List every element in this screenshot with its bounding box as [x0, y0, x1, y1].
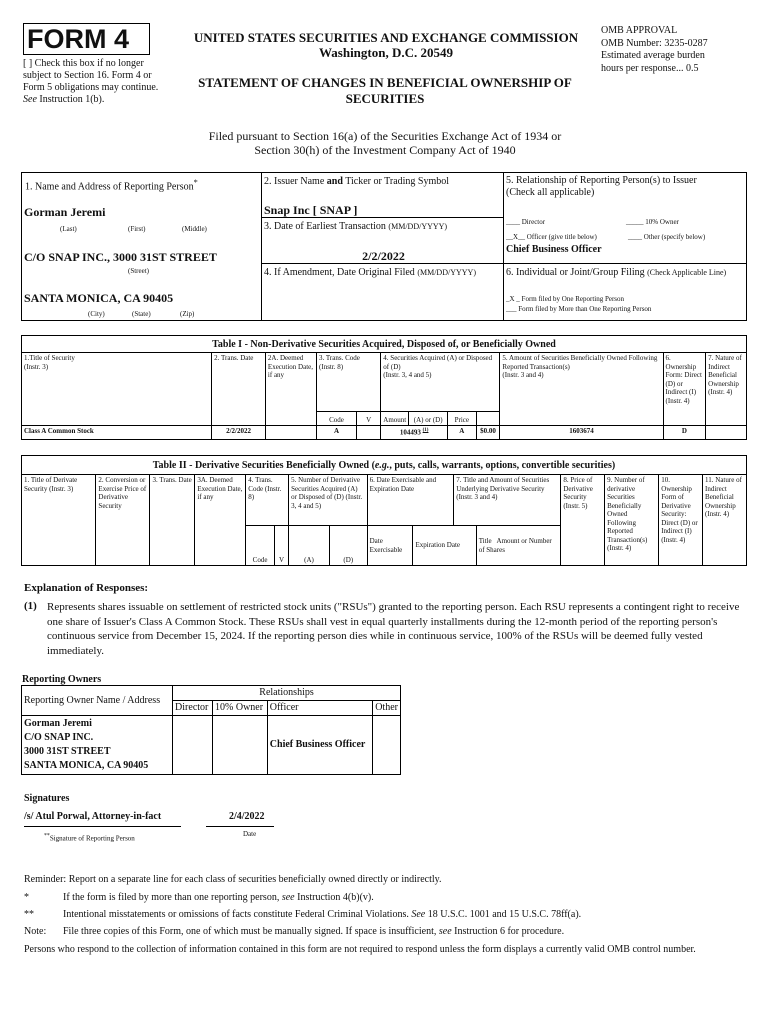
- t2-sub-d: (D): [329, 526, 367, 566]
- form-title: FORM 4: [27, 24, 130, 54]
- officer-checkbox[interactable]: __X__ Officer (give title below): [506, 233, 597, 241]
- t2-sub-exp: Expiration Date: [413, 526, 476, 566]
- omb-notice: Persons who respond to the collection of information contained in this form are not required to respond unless the form displays a currently valid OMB control number.: [24, 944, 696, 955]
- owners-heading: Reporting Owners: [22, 674, 102, 685]
- footer-note-label: Note:: [24, 926, 47, 937]
- footnote-link[interactable]: (1): [422, 428, 429, 433]
- middle-label: (Middle): [182, 225, 207, 233]
- state-label: (State): [132, 310, 151, 318]
- issuer-value: Snap Inc [ SNAP ]: [264, 203, 358, 217]
- owner-address: Gorman Jeremi C/O SNAP INC. 3000 31ST STREET SANTA MONICA, CA 90405: [22, 716, 173, 775]
- t1-sub-code: Code: [317, 412, 357, 426]
- t1-row-ad: A: [448, 426, 477, 440]
- table1-title: Table I - Non-Derivative Securities Acquired, Disposed of, or Beneficially Owned: [212, 339, 556, 350]
- t1-h3: 3. Trans. Code (Instr. 8): [317, 353, 381, 412]
- t2-h7: 7. Title and Amount of Securities Underlying Derivative Security (Instr. 3 and 4): [454, 475, 561, 526]
- street-label: (Street): [128, 267, 149, 275]
- other-checkbox[interactable]: ____ Other (specify below): [628, 233, 706, 241]
- date-label: Date: [243, 830, 257, 838]
- owners-col-other: Other: [373, 701, 401, 716]
- t2-h3a: 3A. Deemed Execution Date, if any: [195, 475, 246, 566]
- amendment-label: 4. If Amendment, Date Original Filed (MM/DD/YYYY): [264, 267, 476, 278]
- t2-h10: 10. Ownership Form of Derivative Security: Direct (D) or Indirect (I) (Instr. 4): [659, 475, 703, 566]
- director-checkbox[interactable]: ____ Director: [506, 218, 546, 226]
- t1-sub-price: Price: [448, 412, 477, 426]
- more-person-checkbox[interactable]: ___ Form filed by More than One Reporting Person: [506, 305, 652, 313]
- issuer-label: 2. Issuer Name and Ticker or Trading Symbol: [264, 176, 450, 187]
- explanation-heading: Explanation of Responses:: [24, 582, 149, 594]
- t1-row-price: $0.00: [476, 426, 500, 440]
- ten-pct-checkbox[interactable]: _____ 10% Owner: [626, 218, 679, 226]
- table-row: [22, 716, 401, 775]
- t1-sub-v: V: [357, 412, 381, 426]
- first-label: (First): [128, 225, 146, 233]
- t2-h6: 6. Date Exercisable and Expiration Date: [367, 475, 454, 526]
- officer-title: Chief Business Officer: [506, 244, 602, 255]
- earliest-date-label: 3. Date of Earliest Transaction (MM/DD/YYYY): [264, 221, 448, 232]
- t1-row-owned: 1603674: [500, 426, 663, 440]
- t2-sub-date-ex: Date Exercisable: [367, 526, 413, 566]
- date-line: [206, 826, 274, 827]
- reminder: Reminder: Report on a separate line for each class of securities beneficially owned directly or indirectly.: [24, 874, 442, 885]
- signatures-heading: Signatures: [24, 793, 70, 804]
- table-row: [22, 426, 747, 440]
- t2-h3: 3. Trans. Date: [150, 475, 195, 566]
- t1-h6: 6. Ownership Form: Direct (D) or Indirect (I) (Instr. 4): [663, 353, 706, 426]
- t2-sub-a: (A): [289, 526, 330, 566]
- footer-note1: If the form is filed by more than one reporting person, see Instruction 4(b)(v).: [63, 892, 374, 903]
- filed-pursuant: Filed pursuant to Section 16(a) of the Securities Exchange Act of 1934 or Section 30(h) of the Investment Company Act of 1940: [208, 129, 562, 157]
- reporting-person-name: Gorman Jeremi: [24, 205, 106, 219]
- table1: [21, 352, 747, 440]
- t2-sub-amount: Title Amount or Number of Shares: [476, 526, 561, 566]
- owners-col-rel: Relationships: [173, 686, 401, 701]
- table2-title-box: [21, 455, 747, 475]
- t1-row-form: D: [663, 426, 706, 440]
- t1-row-title: Class A Common Stock: [22, 426, 212, 440]
- earliest-date-value: 2/2/2022: [362, 249, 405, 263]
- footnote-text: Represents shares issuable on settlement of restricted stock units ("RSUs") granted to the reporting person. Each RSU represents a contingent right to receive one share of Issuer's Class A Common Stock. These RSUs shall vest in equal quarterly installments during the 12-month period of the reporting person's continuous service from December 15, 2024. If the reporting person dies while in continuous service, 100% of the RSUs will be deemed fully vested immediately.: [47, 601, 740, 657]
- owners-table: [21, 685, 401, 775]
- signature-label: **Signature of Reporting Person: [44, 833, 135, 843]
- t1-row-date: 2/2/2022: [212, 426, 266, 440]
- t2-h8: 8. Price of Derivative Security (Instr. 5): [561, 475, 605, 566]
- statement-title: STATEMENT OF CHANGES IN BENEFICIAL OWNERSHIP OF SECURITIES: [198, 75, 572, 106]
- owners-col-ten: 10% Owner: [213, 701, 268, 716]
- relationship-label: 5. Relationship of Reporting Person(s) to Issuer (Check all applicable): [506, 175, 697, 198]
- owners-col-officer: Officer: [267, 701, 372, 716]
- agency-name: UNITED STATES SECURITIES AND EXCHANGE COMMISSION Washington, D.C. 20549: [193, 30, 579, 60]
- amendment-box: [261, 263, 504, 321]
- table1-title-box: [21, 335, 747, 353]
- t1-h2: 2. Trans. Date: [212, 353, 266, 426]
- form-title-box: [23, 23, 150, 55]
- t2-h4: 4. Trans. Code (Instr. 8): [246, 475, 289, 526]
- footer-star2: **: [24, 909, 34, 920]
- t1-h2a: 2A. Deemed Execution Date, if any: [265, 353, 316, 426]
- t1-row-amount: 104493 $^{(1)}$: [381, 426, 448, 440]
- relationship-box: [503, 172, 747, 264]
- filing-label: 6. Individual or Joint/Group Filing (Check Applicable Line): [506, 267, 727, 278]
- t1-h5: 5. Amount of Securities Beneficially Owned Following Reported Transaction(s) (Instr. 3 and 4): [500, 353, 663, 426]
- footer-note3: File three copies of this Form, one of which must be manually signed. If space is insufficient, see Instruction 6 for procedure.: [63, 926, 565, 937]
- footnote-number: (1): [24, 600, 37, 612]
- footer-note2: Intentional misstatements or omissions of facts constitute Federal Criminal Violations. See 18 U.S.C. 1001 and 15 U.S.C. 78ff(a).: [63, 909, 582, 920]
- footer-star1: *: [24, 892, 29, 903]
- omb-approval: OMB APPROVAL OMB Number: 3235-0287 Estimated average burden hours per response... 0.5: [601, 25, 708, 74]
- signature-date: 2/4/2022: [229, 811, 265, 822]
- reporting-person-label: 1. Name and Address of Reporting Person*: [25, 178, 198, 193]
- t1-row-code: A: [317, 426, 357, 440]
- issuer-box: [261, 172, 504, 218]
- t1-sub-ad: (A) or (D): [409, 412, 448, 426]
- zip-label: (Zip): [180, 310, 195, 318]
- table2: [21, 474, 747, 566]
- t2-h1: 1. Title of Derivate Security (Instr. 3): [22, 475, 96, 566]
- t2-h2: 2. Conversion or Exercise Price of Derivative Security: [96, 475, 150, 566]
- t1-h7: 7. Nature of Indirect Beneficial Ownership (Instr. 4): [706, 353, 747, 426]
- t2-h11: 11. Nature of Indirect Beneficial Ownership (Instr. 4): [703, 475, 747, 566]
- signature-line: [24, 826, 181, 827]
- reporting-person-city: SANTA MONICA, CA 90405: [24, 291, 174, 305]
- filing-box: [503, 263, 747, 321]
- earliest-date-box: [261, 217, 504, 264]
- t1-h1: 1.Title of Security (Instr. 3): [22, 353, 212, 426]
- last-label: (Last): [60, 225, 77, 233]
- reporting-person-street: C/O SNAP INC., 3000 31ST STREET: [24, 250, 217, 264]
- owner-officer-title: Chief Business Officer: [267, 716, 372, 775]
- t1-h4: 4. Securities Acquired (A) or Disposed of (D) (Instr. 3, 4 and 5): [381, 353, 500, 412]
- one-person-checkbox[interactable]: _X _ Form filed by One Reporting Person: [506, 295, 625, 303]
- signer-name: /s/ Atul Porwal, Attorney-in-fact: [24, 811, 162, 822]
- t2-sub-v: V: [274, 526, 288, 566]
- city-label: (City): [88, 310, 105, 318]
- t2-sub-code: Code: [246, 526, 275, 566]
- check-box-text[interactable]: [ ] Check this box if no longer subject to Section 16. Form 4 or Form 5 obligations may continue. See Instruction 1(b).: [23, 58, 159, 105]
- t2-h5: 5. Number of Derivative Securities Acquired (A) or Disposed of (D) (Instr. 3, 4 and 5): [289, 475, 368, 526]
- table2-title: Table II - Derivative Securities Beneficially Owned (e.g., puts, calls, warrants, options, convertible securities): [152, 460, 616, 471]
- owners-col-name: Reporting Owner Name / Address: [22, 686, 173, 716]
- t2-h9: 9. Number of derivative Securities Beneficially Owned Following Reported Transaction(s) (Instr. 4): [605, 475, 659, 566]
- t1-sub-amount: Amount: [381, 412, 409, 426]
- owners-col-director: Director: [173, 701, 213, 716]
- reporting-person-box: [21, 172, 262, 321]
